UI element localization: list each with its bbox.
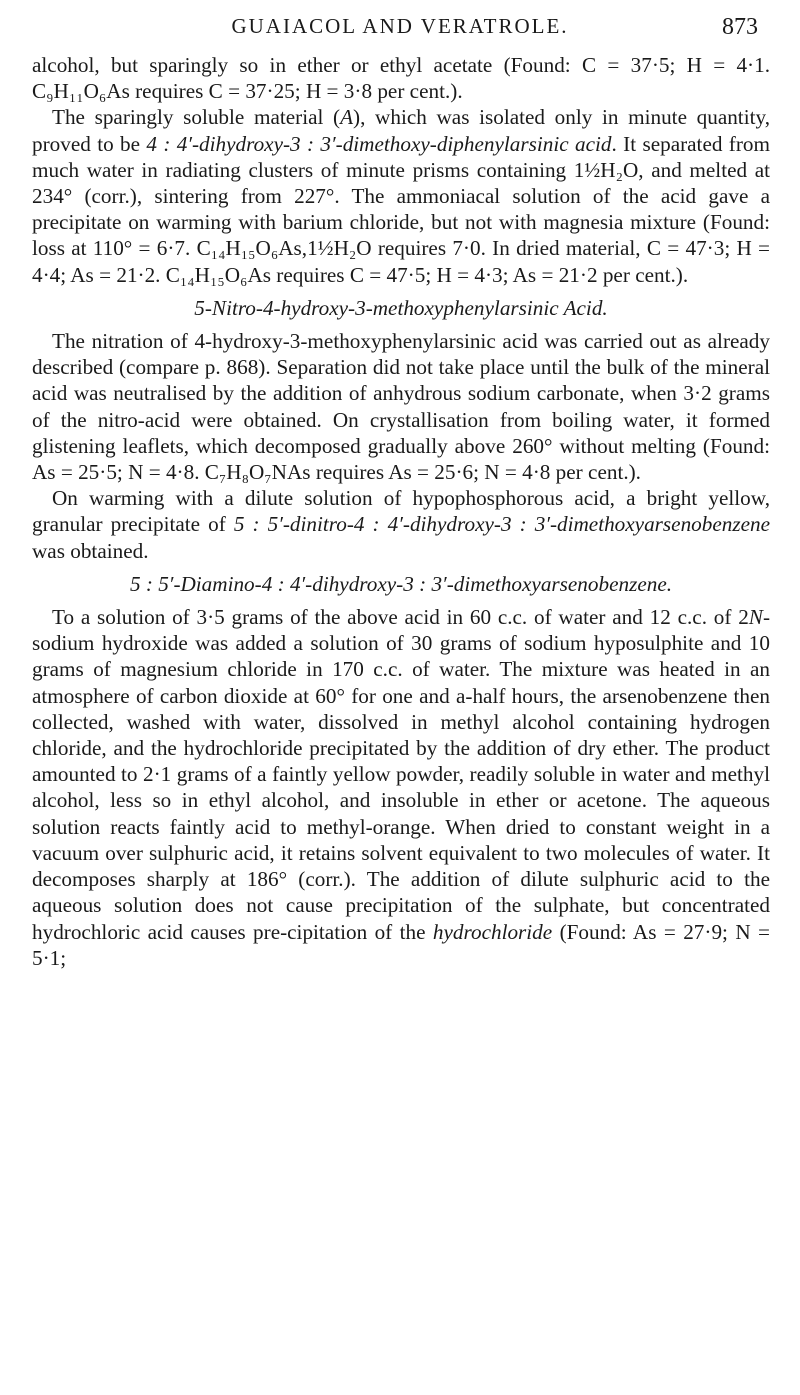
section-heading-diamino: 5 : 5′-Diamino-4 : 4′-dihydroxy-3 : 3′-dimethoxyarsenobenzene. bbox=[129, 571, 673, 596]
compound-name: 4 : 4′-dihydroxy-3 : 3′-dimethoxy-diphenylarsinic acid bbox=[146, 131, 612, 156]
text-run: On warming with a dilute solution of hypophosphorous acid, a bright yellow, granular precipitate of bbox=[32, 486, 770, 537]
paragraph-diamino-preparation bbox=[32, 604, 770, 971]
compound-name: 5 : 5′-dinitro-4 : 4′-dihydroxy-3 : 3′-dimethoxyarsenobenzene bbox=[233, 512, 770, 537]
page-header bbox=[0, 14, 800, 44]
page-number: 873 bbox=[722, 14, 758, 40]
normality-n: N bbox=[748, 605, 763, 630]
paragraph-hypophosphorous bbox=[32, 485, 770, 564]
paragraph-sparingly-soluble-material bbox=[32, 104, 770, 287]
paragraph-nitration: The nitration of 4-hydroxy-3-methoxyphenylarsinic acid was carried out as already described (compare p. 868). Separation did not take place until the bulk of the mineral acid was neutralised by the addition of anhydrous sodium carbonate, when 3·2 grams of the nitro-acid were obtained. On crystallisation from boiling water, it formed glistening leaflets, which decomposed gradually above 260° without melting (Found: As = 25·5; N = 4·8. C₇H₈O₇NAs requires As = 25·6; N = 4·8 per cent.). bbox=[32, 329, 770, 485]
body-text bbox=[32, 52, 770, 971]
text-run: (Found: As = 27·9; N = 5·1; bbox=[32, 919, 770, 970]
material-label-a: A bbox=[340, 105, 354, 130]
text-run: -sodium hydroxide was added a solution of 30 grams of sodium hyposulphite and 10 grams of magnesium chloride in 170 c.c. of water. The mixture was heated in an atmosphere of carbon dioxide at 60° for one and a-half hours, the arsenobenzene then collected, washed with water, dissolved in methyl alcohol containing hydrogen chloride, and the hydrochloride precipitated by the addition of dry ether. The product amounted to 2·1 grams of a faintly yellow powder, readily soluble in water and methyl alcohol, less so in ethyl alcohol, and insoluble in ether or acetone. The aqueous solution reacts faintly acid to methyl-orange. When dried to constant weight in a vacuum over sulphuric acid, it retains solvent equivalent to two molecules of water. It decomposes sharply at 186° (corr.). The addition of dilute sulphuric acid to the aqueous solution does not cause precipitation of the sulphate, but concentrated hydrochloric acid causes pre-cipitation of the bbox=[32, 605, 770, 944]
compound-name: hydrochloride bbox=[432, 919, 553, 944]
paragraph-continuation: alcohol, but sparingly so in ether or ethyl acetate (Found: C = 37·5; H = 4·1. C₉H₁₁O₆As requires C = 37·25; H = 3·8 per cent.). bbox=[32, 53, 770, 104]
text-run: The sparingly soluble material ( bbox=[52, 105, 341, 130]
section-heading-nitro-acid: 5-Nitro-4-hydroxy-3-methoxyphenylarsinic Acid. bbox=[194, 295, 608, 320]
text-run: was obtained. bbox=[32, 538, 149, 563]
text-run: . It separated from much water in radiating clusters of minute prisms containing 1½H₂O, and melted at 234° (corr.), sintering from 227°. The ammoniacal solution of the acid gave a precipitate on warming with barium chloride, but not with magnesia mixture (Found: loss at 110° = 6·7. C₁₄H₁₅O₆As,1½H₂O requires 7·0. In dried material, C = 47·3; H = 4·4; As = 21·2. C₁₄H₁₅O₆As requires C = 47·5; H = 4·3; As = 21·2 per cent.). bbox=[32, 131, 770, 287]
text-run: To a solution of 3·5 grams of the above acid in 60 c.c. of water and 12 c.c. of 2 bbox=[52, 605, 749, 630]
running-title: GUAIACOL AND VERATROLE. bbox=[231, 14, 569, 38]
text-run: ), which was isolated only in minute quantity, proved to be bbox=[32, 105, 770, 156]
